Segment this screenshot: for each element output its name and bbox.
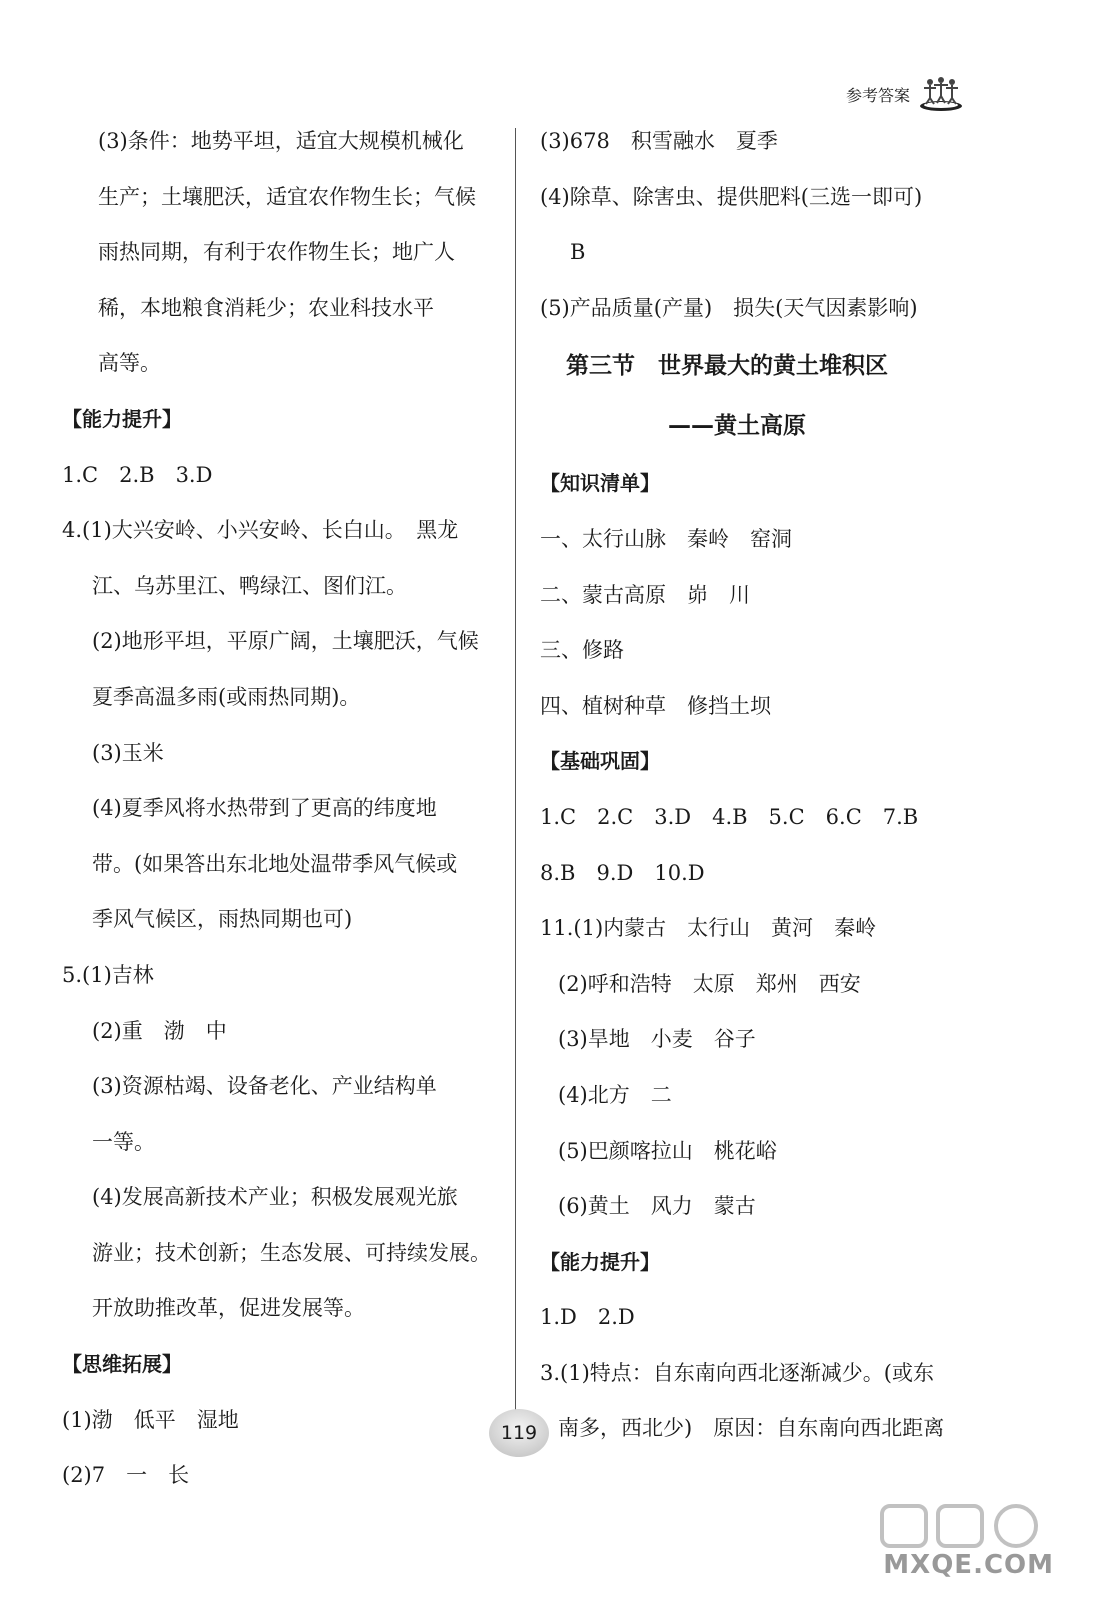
answer-line: 1.C 2.C 3.D 4.B 5.C 6.C 7.B (540, 804, 919, 829)
section-heading: 【基础巩固】 (540, 749, 660, 774)
answer-line: B (570, 240, 586, 265)
answer-line: 游业；技术创新；生态发展、可持续发展。 (92, 1240, 491, 1265)
answer-line: 高等。 (98, 351, 161, 376)
answer-line: 夏季高温多雨(或雨热同期)。 (92, 684, 361, 709)
answer-line: 8.B 9.D 10.D (540, 860, 705, 885)
answer-line: (5)巴颜喀拉山 桃花峪 (558, 1138, 777, 1163)
page-number: 119 (500, 1422, 538, 1444)
answer-line: (3)678 积雪融水 夏季 (540, 129, 778, 153)
answer-line: 四、植树种草 修挡土坝 (540, 693, 771, 718)
right-column-top (540, 114, 972, 336)
answer-line: 江、乌苏里江、鸭绿江、图们江。 (92, 573, 407, 598)
answer-line: 4.(1)大兴安岭、小兴安岭、长白山。 黑龙 (62, 518, 459, 543)
answer-line: 二、蒙古高原 峁 川 (540, 582, 750, 607)
page-header (846, 76, 964, 112)
answer-line: (6)黄土 风力 蒙古 (558, 1194, 756, 1219)
answer-line: 南多，西北少) 原因：自东南向西北距离 (558, 1416, 945, 1441)
left-column (62, 114, 494, 1504)
section-title: 第三节 世界最大的黄土堆积区 (566, 353, 888, 380)
answer-line: 生产；土壤肥沃，适宜农作物生长；气候 (98, 184, 476, 209)
section-heading: 【思维拓展】 (62, 1352, 182, 1377)
answer-line: (2)地形平坦，平原广阔，土壤肥沃，气候 (92, 629, 479, 654)
section-heading: 【知识清单】 (540, 471, 660, 496)
watermark-text: MXQE.COM (883, 1550, 1054, 1580)
section-heading: 【能力提升】 (62, 406, 182, 431)
answer-line: 稀，本地粮食消耗少；农业科技水平 (98, 295, 434, 320)
answer-line: (3)玉米 (92, 740, 164, 765)
figures-logo-icon (918, 76, 964, 112)
answer-line: (2)呼和浩特 太原 郑州 西安 (558, 971, 861, 996)
answer-line: 3.(1)特点：自东南向西北逐渐减少。(或东 (540, 1360, 934, 1385)
answer-line: (2)重 渤 中 (92, 1018, 227, 1043)
page-number-badge (483, 1404, 555, 1462)
answer-line: (1)渤 低平 湿地 (62, 1407, 239, 1432)
section-subtitle: ——黄土高原 (668, 413, 806, 440)
answer-line: 11.(1)内蒙古 太行山 黄河 秦岭 (540, 916, 877, 941)
header-label: 参考答案 (845, 85, 910, 105)
section-heading: 【能力提升】 (540, 1249, 660, 1274)
answer-line: (3)条件：地势平坦，适宜大规模机械化 (98, 129, 464, 153)
answer-line: (4)北方 二 (558, 1082, 672, 1107)
answer-line: (5)产品质量(产量) 损失(天气因素影响) (540, 295, 918, 320)
answer-line: 一、太行山脉 秦岭 窑洞 (540, 526, 792, 551)
column-divider (515, 128, 516, 1438)
answer-line: 雨热同期，有利于农作物生长；地广人 (98, 240, 455, 265)
answer-line: (3)旱地 小麦 谷子 (558, 1027, 756, 1052)
answer-line: 5.(1)吉林 (62, 962, 154, 987)
answer-line: 带。(如果答出东北地处温带季风气候或 (92, 851, 458, 876)
answer-line: 季风气候区，雨热同期也可) (92, 907, 353, 932)
answer-line: (3)资源枯竭、设备老化、产业结构单 (92, 1074, 437, 1099)
answer-line: 三、修路 (540, 638, 624, 663)
answer-line: (2)7 一 长 (62, 1463, 190, 1488)
answer-line: 一等。 (92, 1129, 155, 1154)
answer-line: 1.D 2.D (540, 1305, 635, 1330)
answer-line: (4)发展高新技术产业；积极发展观光旅 (92, 1185, 458, 1210)
answer-line: (4)除草、除害虫、提供肥料(三选一即可) (540, 184, 923, 209)
right-column-bottom (540, 456, 972, 1457)
answer-line: (4)夏季风将水热带到了更高的纬度地 (92, 796, 437, 821)
right-column (540, 114, 972, 1457)
answer-line: 开放助推改革，促进发展等。 (92, 1296, 365, 1321)
answer-line: 1.C 2.B 3.D (62, 462, 213, 487)
